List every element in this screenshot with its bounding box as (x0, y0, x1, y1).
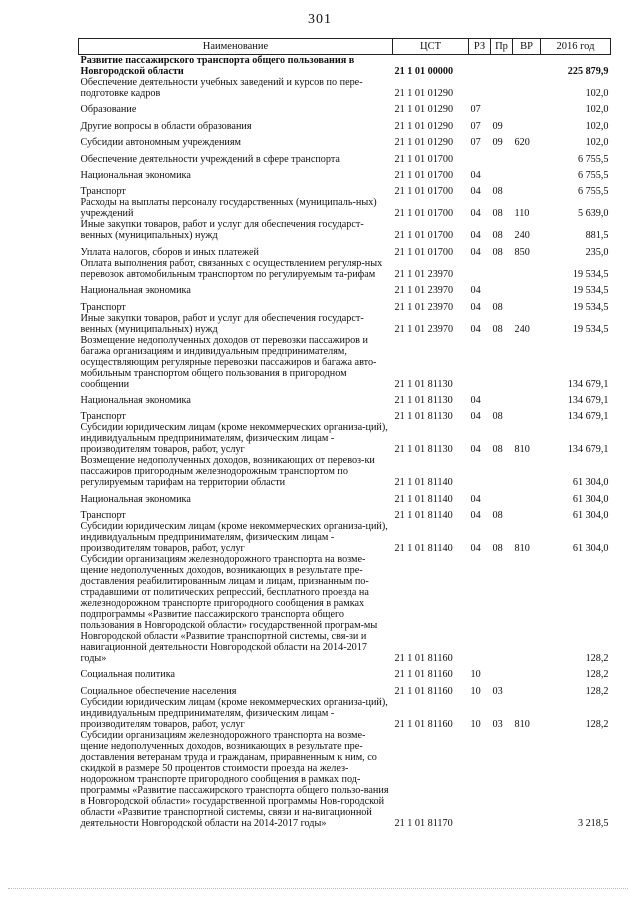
row-vr (513, 115, 541, 131)
row-name: Расходы на выплаты персоналу государственных (муниципаль-ных) учреждений (80, 197, 377, 220)
table-row (79, 406, 611, 422)
row-vr (513, 165, 541, 181)
row-name: Другие вопросы в области образования (80, 120, 252, 132)
row-name: Возмещение недополученных доходов, возникающих от перевоз-ки пассажиров пригородным железнодорожным транспортом по регулируемым тарифам на территории области (80, 455, 375, 489)
row-rz: 04 (470, 510, 481, 522)
table-row (79, 730, 611, 829)
row-rz: 04 (470, 285, 481, 297)
row-name: Транспорт (80, 510, 126, 522)
row-vr (513, 77, 541, 99)
row-name: Субсидии автономным учреждениям (80, 137, 241, 149)
row-vr (513, 406, 541, 422)
row-pr: 09 (492, 120, 503, 132)
row-vr (513, 455, 541, 488)
table-row (79, 390, 611, 406)
row-vr (513, 99, 541, 115)
row-name: Иные закупки товаров, работ и услуг для обеспечения государст-венных (муниципальных) нужд (80, 219, 364, 242)
row-rz (469, 335, 491, 390)
header-vr: ВР (513, 39, 541, 55)
row-amount: 134 679,1 (567, 411, 609, 423)
row-vr (513, 505, 541, 521)
row-pr (491, 390, 513, 406)
row-vr (513, 554, 541, 664)
table-row (79, 505, 611, 521)
table-row (79, 680, 611, 696)
table-row (79, 197, 611, 219)
row-name: Иные закупки товаров, работ и услуг для обеспечения государст-венных (муниципальных) нужд (80, 312, 364, 335)
row-amount: 6 755,5 (577, 169, 609, 181)
row-amount: 6 755,5 (577, 153, 609, 165)
budget-table (78, 38, 611, 829)
row-name: Образование (80, 104, 137, 116)
row-vr: 850 (514, 246, 530, 258)
page-number: 301 (308, 12, 332, 27)
row-rz (469, 455, 491, 488)
row-pr: 09 (492, 137, 503, 149)
row-pr: 08 (492, 301, 503, 313)
row-vr (513, 55, 541, 78)
row-rz (469, 730, 491, 829)
row-pr (491, 664, 513, 680)
row-pr: 08 (492, 323, 503, 335)
row-pr: 08 (492, 230, 503, 242)
row-name: Субсидии юридическим лицам (кроме некоммерческих организа-ций), индивидуальным предпринимателям, физическим лицам - производителям товаров, работ, услуг (80, 422, 388, 456)
row-pr (491, 148, 513, 164)
row-rz: 04 (470, 394, 481, 406)
row-amount: 134 679,1 (567, 394, 609, 406)
page-edge-dots (8, 887, 628, 889)
row-vr (513, 390, 541, 406)
row-amount: 102,0 (585, 88, 609, 99)
row-cst: 21 1 01 23970 (394, 268, 454, 280)
row-name: Субсидии организациям железнодорожного транспорта на возме-щение недополученных доходов, возникающих в результате пре-доставления реабилитированным лицам и лицам, признанным по-страдавшими от политических репрессий, бесплатного проезда на железнодорожном транспорте пригородного сообщения в рамках подпрограммы «Развитие пассажирского транспорта общего пользования в Новгородской области» государственной програм-мы Новгородской области «Развитие транспортной системы, свя-зи и навигационной деятельности Новгородской области на 2014-2017 годы» (80, 554, 378, 665)
row-rz: 10 (470, 718, 481, 730)
row-name: Возмещение недополученных доходов от перевозки пассажиров и багажа организациям и индивидуальным предпринимателям, осуществляющим регулярные перевозки пассажиров и багажа авто-мобильным транспортом общего пользования в пригородном сообщении (80, 334, 377, 390)
row-pr (491, 455, 513, 488)
row-vr: 810 (514, 718, 530, 730)
row-rz: 04 (470, 230, 481, 242)
table-body (79, 55, 611, 829)
row-rz: 07 (470, 137, 481, 149)
row-cst: 21 1 01 23970 (394, 301, 454, 313)
row-pr (491, 554, 513, 664)
row-rz: 04 (470, 246, 481, 258)
row-pr (491, 280, 513, 296)
row-cst: 21 1 01 81140 (394, 510, 453, 522)
row-pr: 08 (492, 543, 503, 555)
table-row (79, 165, 611, 181)
row-rz (469, 55, 491, 78)
row-name: Национальная экономика (80, 493, 191, 505)
row-name: Оплата выполнения работ, связанных с осуществлением регуляр-ных перевозок автомобильным транспортом по регулируемым та-рифам (80, 257, 383, 280)
row-rz: 07 (470, 104, 481, 116)
row-amount: 128,2 (585, 669, 609, 681)
row-vr: 110 (514, 208, 530, 220)
row-cst: 21 1 01 81130 (394, 378, 453, 390)
row-cst: 21 1 01 81160 (394, 669, 453, 681)
row-cst: 21 1 01 81160 (394, 718, 453, 730)
row-name: Субсидии юридическим лицам (кроме некоммерческих организа-ций), индивидуальным предпринимателям, физическим лицам - производителям товаров, работ, услуг (80, 696, 388, 730)
row-amount: 128,2 (585, 718, 609, 730)
table-row (79, 258, 611, 280)
table-row (79, 241, 611, 257)
row-rz: 04 (470, 323, 481, 335)
row-rz: 04 (470, 208, 481, 220)
table-row (79, 664, 611, 680)
header-name: Наименование (79, 39, 393, 55)
row-cst: 21 1 01 81140 (394, 493, 453, 505)
row-pr (491, 55, 513, 78)
table-row (79, 521, 611, 554)
row-amount: 19 534,5 (572, 301, 609, 313)
row-cst: 21 1 01 01290 (394, 137, 454, 149)
table-row (79, 55, 611, 78)
row-rz: 04 (470, 444, 481, 456)
row-pr (491, 99, 513, 115)
row-cst: 21 1 01 01700 (394, 169, 454, 181)
row-cst: 21 1 01 81160 (394, 685, 453, 697)
row-vr (513, 148, 541, 164)
table-row (79, 422, 611, 455)
row-cst: 21 1 01 81140 (394, 543, 453, 555)
row-vr: 620 (514, 137, 530, 149)
row-rz: 04 (470, 493, 481, 505)
row-amount: 102,0 (585, 137, 609, 149)
table-row (79, 313, 611, 335)
row-amount: 61 304,0 (572, 543, 609, 555)
row-cst: 21 1 01 01700 (394, 186, 454, 198)
row-rz (469, 258, 491, 280)
row-pr: 03 (492, 718, 503, 730)
row-amount: 6 755,5 (577, 186, 609, 198)
row-name: Обеспечение деятельности учреждений в сфере транспорта (80, 153, 340, 165)
row-pr: 03 (492, 685, 503, 697)
row-pr (491, 730, 513, 829)
row-amount: 61 304,0 (572, 493, 609, 505)
table-row (79, 335, 611, 390)
row-vr: 240 (514, 230, 530, 242)
row-name: Обеспечение деятельности учебных заведений и курсов по пере-подготовке кадров (80, 77, 363, 99)
row-pr: 08 (492, 510, 503, 522)
row-amount: 881,5 (585, 230, 609, 242)
row-vr (513, 730, 541, 829)
row-cst: 21 1 01 01290 (394, 88, 454, 99)
row-amount: 61 304,0 (572, 477, 609, 489)
row-name: Уплата налогов, сборов и иных платежей (80, 246, 259, 258)
row-name: Национальная экономика (80, 394, 191, 406)
row-name: Транспорт (80, 186, 126, 198)
table-header-row (79, 39, 611, 55)
row-vr (513, 335, 541, 390)
row-pr (491, 165, 513, 181)
row-rz (469, 554, 491, 664)
table-row (79, 115, 611, 131)
table-row (79, 219, 611, 241)
row-name: Транспорт (80, 301, 126, 313)
row-amount: 128,2 (585, 685, 609, 697)
row-name: Субсидии организациям железнодорожного транспорта на возме-щение недополученных доходов, возникающих в результате пре-доставления ветеранам труда и гражданам, приравненным к ним, со скидкой в размере 50 процентов стоимости проезда на желез-нодорожном транспорте пригородного сообщения в рамках под-программы «Развитие пассажирского транспорта общего пользо-вания в Новгородской области» государственной программы Нов-городской области «Развитие транспортной системы, связи и на-вигационной деятельности Новгородской области на 2014-2017 годы» (80, 729, 389, 829)
row-amount: 3 218,5 (577, 817, 609, 829)
row-cst: 21 1 01 01700 (394, 153, 454, 165)
row-rz: 04 (470, 169, 481, 181)
row-vr (513, 680, 541, 696)
row-cst: 21 1 01 81130 (394, 444, 453, 456)
row-pr (491, 488, 513, 504)
row-rz: 07 (470, 120, 481, 132)
row-vr (513, 664, 541, 680)
row-name: Транспорт (80, 411, 126, 423)
table-row (79, 296, 611, 312)
row-cst: 21 1 01 81160 (394, 653, 453, 665)
row-rz (469, 148, 491, 164)
row-pr (491, 335, 513, 390)
row-amount: 102,0 (585, 104, 609, 116)
row-cst: 21 1 01 81170 (394, 817, 453, 829)
row-name: Социальная политика (80, 669, 176, 681)
row-amount: 128,2 (585, 653, 609, 665)
row-pr (491, 258, 513, 280)
row-pr: 08 (492, 411, 503, 423)
row-cst: 21 1 01 01700 (394, 230, 454, 242)
row-pr: 08 (492, 246, 503, 258)
table-row (79, 99, 611, 115)
header-cst: ЦСТ (393, 39, 469, 55)
row-cst: 21 1 01 01290 (394, 120, 454, 132)
row-rz (469, 77, 491, 99)
row-cst: 21 1 01 01700 (394, 246, 454, 258)
table-row (79, 148, 611, 164)
row-pr (491, 77, 513, 99)
header-year: 2016 год (541, 39, 611, 55)
row-rz: 04 (470, 301, 481, 313)
row-name: Национальная экономика (80, 285, 191, 297)
row-vr (513, 258, 541, 280)
row-vr (513, 488, 541, 504)
row-vr (513, 181, 541, 197)
row-pr: 08 (492, 444, 503, 456)
row-rz: 04 (470, 543, 481, 555)
row-cst: 21 1 01 81130 (394, 394, 453, 406)
row-amount: 19 534,5 (572, 268, 609, 280)
table-row (79, 697, 611, 730)
row-cst: 21 1 01 00000 (394, 66, 454, 77)
table-row (79, 181, 611, 197)
row-pr: 08 (492, 186, 503, 198)
row-amount: 134 679,1 (567, 378, 609, 390)
row-amount: 134 679,1 (567, 444, 609, 456)
row-rz: 04 (470, 411, 481, 423)
row-name: Субсидии юридическим лицам (кроме некоммерческих организа-ций), индивидуальным предпринимателям, физическим лицам - производителям товаров, работ, услуг (80, 521, 388, 555)
row-cst: 21 1 01 81130 (394, 411, 453, 423)
row-name: Национальная экономика (80, 169, 191, 181)
row-cst: 21 1 01 23970 (394, 285, 454, 297)
row-cst: 21 1 01 01700 (394, 208, 454, 220)
row-amount: 235,0 (585, 246, 609, 258)
row-vr: 810 (514, 543, 530, 555)
row-vr (513, 280, 541, 296)
table-row (79, 554, 611, 664)
row-amount: 19 534,5 (572, 323, 609, 335)
row-name: Социальное обеспечение населения (80, 685, 237, 697)
row-rz: 10 (470, 685, 481, 697)
table-row (79, 77, 611, 99)
row-amount: 225 879,9 (567, 66, 609, 77)
table-row (79, 132, 611, 148)
row-amount: 19 534,5 (572, 285, 609, 297)
row-cst: 21 1 01 23970 (394, 323, 454, 335)
row-vr: 810 (514, 444, 530, 456)
row-vr (513, 296, 541, 312)
row-cst: 21 1 01 01290 (394, 104, 454, 116)
row-amount: 61 304,0 (572, 510, 609, 522)
row-rz: 10 (470, 669, 481, 681)
row-amount: 102,0 (585, 120, 609, 132)
table-row (79, 455, 611, 488)
table-row (79, 488, 611, 504)
row-cst: 21 1 01 81140 (394, 477, 453, 489)
header-rz: РЗ (469, 39, 491, 55)
row-pr: 08 (492, 208, 503, 220)
row-name: Развитие пассажирского транспорта общего пользования в Новгородской области (80, 55, 355, 77)
row-rz: 04 (470, 186, 481, 198)
header-pr: Пр (491, 39, 513, 55)
row-amount: 5 639,0 (577, 208, 609, 220)
row-vr: 240 (514, 323, 530, 335)
table-row (79, 280, 611, 296)
